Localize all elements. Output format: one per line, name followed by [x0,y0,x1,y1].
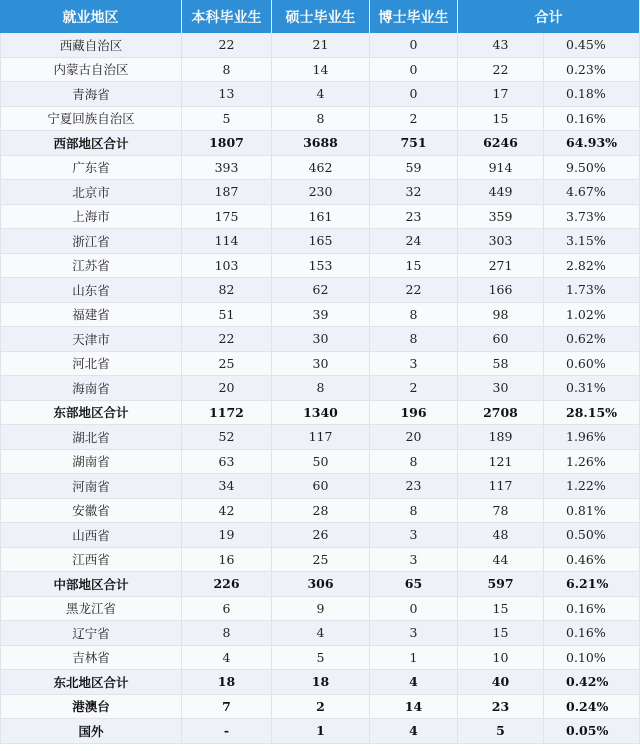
cell-bachelor: 51 [182,303,272,328]
cell-percentage: 0.23% [544,58,640,83]
cell-percentage: 3.15% [544,229,640,254]
cell-bachelor: 19 [182,523,272,548]
cell-percentage: 0.05% [544,719,640,744]
cell-bachelor: 52 [182,425,272,450]
cell-bachelor: 34 [182,474,272,499]
cell-master: 306 [272,572,370,597]
cell-bachelor: 8 [182,58,272,83]
cell-percentage: 0.24% [544,695,640,720]
cell-doctor: 22 [370,278,458,303]
cell-percentage: 1.02% [544,303,640,328]
table-row [0,548,640,573]
cell-region: 东部地区合计 [0,401,182,426]
cell-master: 39 [272,303,370,328]
cell-region: 中部地区合计 [0,572,182,597]
cell-doctor: 196 [370,401,458,426]
cell-total: 121 [458,450,544,475]
cell-percentage: 0.31% [544,376,640,401]
header-master: 硕士毕业生 [272,0,370,33]
cell-master: 28 [272,499,370,524]
cell-bachelor: 5 [182,107,272,132]
table-header [0,0,640,33]
cell-region: 天津市 [0,327,182,352]
cell-bachelor: 25 [182,352,272,377]
cell-bachelor: 20 [182,376,272,401]
table-row [0,278,640,303]
summary-row [0,401,640,426]
cell-doctor: 1 [370,646,458,671]
cell-master: 60 [272,474,370,499]
cell-total: 10 [458,646,544,671]
cell-region: 河南省 [0,474,182,499]
cell-percentage: 0.10% [544,646,640,671]
cell-total: 359 [458,205,544,230]
cell-master: 5 [272,646,370,671]
cell-region: 国外 [0,719,182,744]
cell-doctor: 8 [370,303,458,328]
cell-bachelor: 42 [182,499,272,524]
cell-bachelor: 8 [182,621,272,646]
cell-region: 黑龙江省 [0,597,182,622]
cell-percentage: 0.18% [544,82,640,107]
cell-doctor: 4 [370,719,458,744]
cell-master: 30 [272,352,370,377]
table-body [0,33,640,744]
cell-percentage: 0.50% [544,523,640,548]
cell-total: 166 [458,278,544,303]
cell-bachelor: 6 [182,597,272,622]
cell-bachelor: 175 [182,205,272,230]
header-bachelor: 本科毕业生 [182,0,272,33]
cell-percentage: 0.46% [544,548,640,573]
cell-percentage: 0.16% [544,107,640,132]
cell-region: 海南省 [0,376,182,401]
cell-bachelor: 82 [182,278,272,303]
cell-master: 153 [272,254,370,279]
cell-master: 8 [272,376,370,401]
cell-percentage: 6.21% [544,572,640,597]
cell-region: 内蒙古自治区 [0,58,182,83]
cell-bachelor: 226 [182,572,272,597]
cell-total: 597 [458,572,544,597]
cell-doctor: 0 [370,33,458,58]
cell-total: 15 [458,107,544,132]
cell-region: 吉林省 [0,646,182,671]
table-row [0,254,640,279]
summary-row [0,719,640,744]
cell-master: 25 [272,548,370,573]
cell-bachelor: 22 [182,33,272,58]
cell-percentage: 0.45% [544,33,640,58]
cell-total: 15 [458,621,544,646]
cell-master: 3688 [272,131,370,156]
cell-region: 宁夏回族自治区 [0,107,182,132]
cell-percentage: 0.16% [544,597,640,622]
cell-master: 1340 [272,401,370,426]
cell-master: 462 [272,156,370,181]
table-row [0,107,640,132]
header-region: 就业地区 [0,0,182,33]
cell-doctor: 4 [370,670,458,695]
cell-total: 303 [458,229,544,254]
summary-row [0,572,640,597]
cell-bachelor: 18 [182,670,272,695]
table-row [0,425,640,450]
cell-region: 河北省 [0,352,182,377]
cell-bachelor: 187 [182,180,272,205]
cell-master: 230 [272,180,370,205]
cell-bachelor: 103 [182,254,272,279]
cell-total: 30 [458,376,544,401]
cell-total: 78 [458,499,544,524]
cell-total: 22 [458,58,544,83]
table-row [0,180,640,205]
cell-doctor: 3 [370,548,458,573]
cell-master: 50 [272,450,370,475]
cell-doctor: 23 [370,474,458,499]
cell-master: 62 [272,278,370,303]
cell-bachelor: 4 [182,646,272,671]
cell-percentage: 0.62% [544,327,640,352]
cell-doctor: 0 [370,597,458,622]
cell-total: 40 [458,670,544,695]
cell-percentage: 1.26% [544,450,640,475]
cell-master: 14 [272,58,370,83]
cell-percentage: 3.73% [544,205,640,230]
table-row [0,646,640,671]
cell-region: 湖北省 [0,425,182,450]
cell-percentage: 0.60% [544,352,640,377]
cell-region: 安徽省 [0,499,182,524]
cell-total: 271 [458,254,544,279]
cell-total: 189 [458,425,544,450]
cell-bachelor: 393 [182,156,272,181]
cell-total: 23 [458,695,544,720]
cell-doctor: 20 [370,425,458,450]
table-row [0,597,640,622]
cell-master: 117 [272,425,370,450]
cell-master: 8 [272,107,370,132]
cell-total: 98 [458,303,544,328]
cell-bachelor: 114 [182,229,272,254]
cell-total: 5 [458,719,544,744]
summary-row [0,695,640,720]
cell-doctor: 59 [370,156,458,181]
cell-region: 山西省 [0,523,182,548]
cell-master: 165 [272,229,370,254]
cell-region: 江西省 [0,548,182,573]
cell-total: 43 [458,33,544,58]
cell-master: 161 [272,205,370,230]
cell-master: 1 [272,719,370,744]
cell-master: 4 [272,82,370,107]
table-row [0,523,640,548]
cell-percentage: 4.67% [544,180,640,205]
cell-doctor: 32 [370,180,458,205]
cell-master: 26 [272,523,370,548]
cell-total: 44 [458,548,544,573]
cell-percentage: 0.42% [544,670,640,695]
cell-doctor: 8 [370,327,458,352]
table-row [0,229,640,254]
cell-region: 湖南省 [0,450,182,475]
cell-doctor: 3 [370,523,458,548]
cell-total: 6246 [458,131,544,156]
header-row [0,0,640,33]
cell-master: 21 [272,33,370,58]
cell-percentage: 1.73% [544,278,640,303]
cell-total: 15 [458,597,544,622]
table-row [0,376,640,401]
cell-percentage: 0.16% [544,621,640,646]
cell-percentage: 9.50% [544,156,640,181]
cell-master: 9 [272,597,370,622]
table-row [0,327,640,352]
cell-percentage: 0.81% [544,499,640,524]
cell-percentage: 2.82% [544,254,640,279]
cell-bachelor: 16 [182,548,272,573]
cell-region: 青海省 [0,82,182,107]
cell-doctor: 14 [370,695,458,720]
cell-doctor: 65 [370,572,458,597]
cell-bachelor: 7 [182,695,272,720]
cell-doctor: 15 [370,254,458,279]
cell-total: 58 [458,352,544,377]
cell-master: 30 [272,327,370,352]
table-row [0,303,640,328]
cell-percentage: 1.22% [544,474,640,499]
cell-doctor: 2 [370,376,458,401]
cell-total: 48 [458,523,544,548]
cell-region: 江苏省 [0,254,182,279]
cell-region: 港澳台 [0,695,182,720]
cell-region: 西藏自治区 [0,33,182,58]
table-row [0,156,640,181]
cell-doctor: 0 [370,82,458,107]
table-row [0,474,640,499]
cell-bachelor: 63 [182,450,272,475]
cell-percentage: 1.96% [544,425,640,450]
cell-doctor: 2 [370,107,458,132]
cell-region: 浙江省 [0,229,182,254]
cell-doctor: 0 [370,58,458,83]
table-row [0,82,640,107]
header-total: 合计 [458,0,640,33]
cell-region: 山东省 [0,278,182,303]
cell-total: 117 [458,474,544,499]
cell-doctor: 751 [370,131,458,156]
header-doctor: 博士毕业生 [370,0,458,33]
cell-region: 辽宁省 [0,621,182,646]
cell-bachelor: 22 [182,327,272,352]
table-row [0,33,640,58]
cell-doctor: 24 [370,229,458,254]
summary-row [0,670,640,695]
cell-master: 2 [272,695,370,720]
cell-total: 17 [458,82,544,107]
table-row [0,450,640,475]
table-row [0,58,640,83]
cell-total: 449 [458,180,544,205]
cell-doctor: 3 [370,352,458,377]
cell-region: 上海市 [0,205,182,230]
table-row [0,352,640,377]
cell-doctor: 8 [370,450,458,475]
cell-region: 福建省 [0,303,182,328]
cell-master: 18 [272,670,370,695]
table-row [0,205,640,230]
cell-percentage: 64.93% [544,131,640,156]
cell-region: 东北地区合计 [0,670,182,695]
cell-bachelor: 1807 [182,131,272,156]
summary-row [0,131,640,156]
table-row [0,621,640,646]
cell-percentage: 28.15% [544,401,640,426]
cell-bachelor: 1172 [182,401,272,426]
cell-region: 广东省 [0,156,182,181]
cell-region: 西部地区合计 [0,131,182,156]
cell-bachelor: 13 [182,82,272,107]
table-row [0,499,640,524]
cell-bachelor: - [182,719,272,744]
cell-doctor: 8 [370,499,458,524]
cell-doctor: 23 [370,205,458,230]
cell-region: 北京市 [0,180,182,205]
cell-total: 2708 [458,401,544,426]
cell-total: 914 [458,156,544,181]
cell-master: 4 [272,621,370,646]
cell-total: 60 [458,327,544,352]
cell-doctor: 3 [370,621,458,646]
